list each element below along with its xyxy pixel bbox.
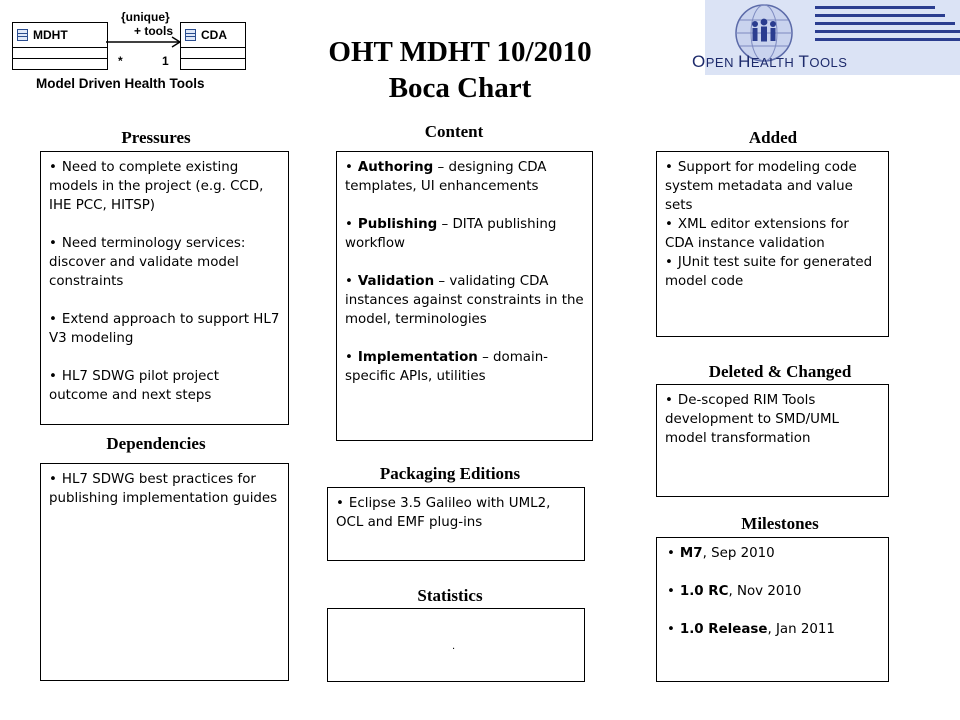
uml-caption: Model Driven Health Tools (36, 76, 205, 91)
added-panel (656, 151, 889, 337)
list-item: • Implementation – domain-specific APIs, utilities (345, 350, 549, 384)
uml-multiplicity-a: * (118, 54, 123, 68)
list-item: • XML editor extensions for CDA instance validation (665, 217, 849, 251)
dependencies-panel (40, 463, 289, 681)
list-item: • JUnit test suite for generated model code (665, 255, 873, 289)
uml-role: + tools (134, 24, 174, 38)
milestones-heading: Milestones (741, 514, 819, 533)
list-item: • Need to complete existing models in the project (e.g. CCD, IHE PCC, HITSP) (49, 160, 264, 213)
content-panel (336, 151, 593, 441)
milestones-panel (656, 537, 889, 682)
dependencies-heading: Dependencies (106, 434, 206, 453)
class-icon (17, 29, 28, 41)
deleted-changed-heading: Deleted & Changed (708, 362, 852, 381)
list-item: • Need terminology services: discover and validate model constraints (49, 236, 246, 289)
added-heading: Added (748, 128, 798, 147)
list-item: • 1.0 RC, Nov 2010 (667, 584, 802, 599)
title-line-2: Boca Chart (388, 72, 532, 104)
uml-class-cda-label: CDA (201, 28, 227, 42)
list-item: • Extend approach to support HL7 V3 modeling (49, 312, 280, 346)
list-item: • M7, Sep 2010 (667, 546, 775, 561)
page-title (290, 34, 630, 106)
list-item: • Validation – validating CDA instances against constraints in the model, terminologies (345, 274, 584, 327)
list-item: • Publishing – DITA publishing workflow (345, 217, 557, 251)
uml-multiplicity-b: 1 (162, 54, 169, 68)
pressures-heading: Pressures (121, 128, 191, 147)
list-item: • HL7 SDWG pilot project outcome and next steps (49, 369, 220, 403)
title-line-1: OHT MDHT 10/2010 (328, 36, 592, 68)
logo-wordmark: OPEN HEALTH TOOLS (692, 52, 848, 71)
packaging-heading: Packaging Editions (379, 464, 521, 483)
uml-stereotype: {unique} (121, 10, 170, 24)
list-item: • 1.0 Release, Jan 2011 (667, 622, 835, 637)
list-item: • HL7 SDWG best practices for publishing implementation guides (49, 472, 278, 506)
uml-class-mdht (12, 22, 108, 70)
uml-class-cda (180, 22, 246, 70)
list-item: • Eclipse 3.5 Galileo with UML2, OCL and EMF plug-ins (336, 496, 551, 530)
list-item: • De-scoped RIM Tools development to SMD/UML model transformation (665, 393, 839, 446)
statistics-heading: Statistics (417, 586, 483, 605)
pressures-panel (40, 151, 289, 425)
statistics-placeholder: . (452, 641, 456, 652)
content-heading: Content (424, 122, 484, 141)
packaging-panel (327, 487, 585, 561)
statistics-panel (327, 608, 585, 682)
list-item: • Support for modeling code system metadata and value sets (665, 160, 857, 213)
uml-class-mdht-label: MDHT (33, 28, 68, 42)
deleted-changed-panel (656, 384, 889, 497)
class-icon (185, 29, 196, 41)
list-item: • Authoring – designing CDA templates, UI enhancements (345, 160, 547, 194)
